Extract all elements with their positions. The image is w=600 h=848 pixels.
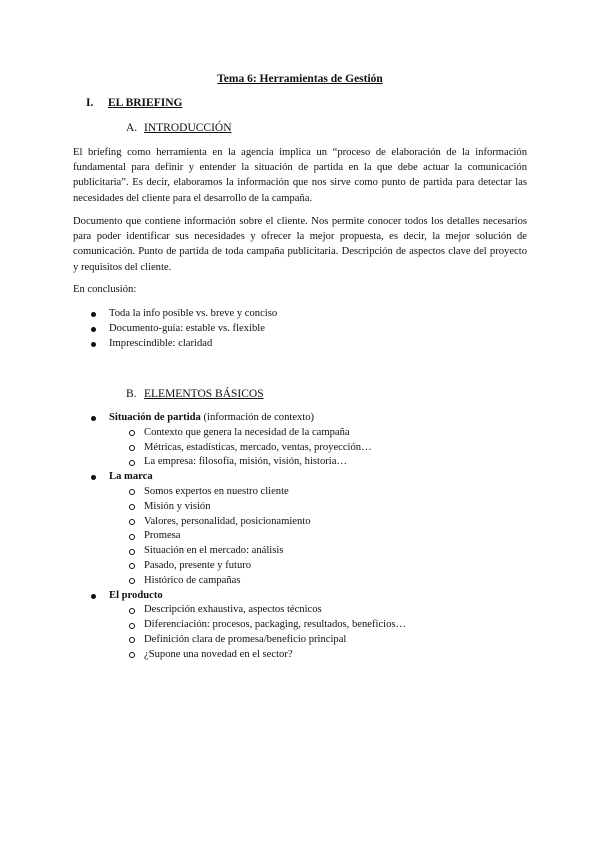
- section-heading: [86, 97, 182, 109]
- sublist-situacion: [109, 426, 600, 470]
- circle-bullet-icon: [129, 504, 135, 510]
- sublist-item: Situación en el mercado: análisis: [109, 544, 600, 559]
- section-title: EL BRIEFING: [108, 97, 183, 109]
- page-title: Tema 6: Herramientas de Gestión: [217, 73, 383, 85]
- bullet-icon: [91, 342, 96, 347]
- circle-bullet-icon: [129, 549, 135, 555]
- circle-bullet-icon: [129, 460, 135, 466]
- sublist-item: Valores, personalidad, posicionamiento: [109, 515, 600, 530]
- subsection-letter-a: A.: [126, 122, 138, 134]
- circle-bullet-icon: [129, 578, 135, 584]
- bullet-icon: [91, 327, 96, 332]
- sublist-item: Somos expertos en nuestro cliente: [109, 485, 600, 500]
- intro-paragraph-2: Documento que contiene información sobre el cliente. Nos permite conocer todos los detalles necesarios para poder identificar sus necesidades y ofrecer la mejor propuesta, es decir, la mejor solución de comunicación. Punto de partida de toda campaña publicitaria. Descripción de aspectos clave del proyecto y requisitos del cliente.: [73, 216, 527, 273]
- section-number: I.: [86, 97, 94, 109]
- intro-paragraph-1: El briefing como herramienta en la agencia implica un “proceso de elaboración de la información fundamental para definir y entender la situación de partida en la que debe actuar la comunicación publicitaria”. Es decir, elaboramos la información que nos sirve como punto de partida para detectar las necesidades del cliente para el desarrollo de la campaña.: [73, 147, 527, 204]
- sublist-producto: [109, 603, 600, 662]
- elements-list: [0, 411, 600, 663]
- bullet-icon: [91, 416, 96, 421]
- circle-bullet-icon: [129, 652, 135, 658]
- subsection-title-b: ELEMENTOS BÁSICOS: [144, 388, 264, 400]
- circle-bullet-icon: [129, 534, 135, 540]
- circle-bullet-icon: [129, 489, 135, 495]
- circle-bullet-icon: [129, 430, 135, 436]
- list-item: Imprescindible: claridad: [0, 337, 600, 352]
- sublist-item: Histórico de campañas: [109, 574, 600, 589]
- subsection-heading-b: [126, 388, 264, 400]
- list-item: Toda la info posible vs. breve y conciso: [0, 307, 600, 322]
- sublist-item: Diferenciación: procesos, packaging, resultados, beneficios…: [109, 618, 600, 633]
- list-item: Documento-guía: estable vs. flexible: [0, 322, 600, 337]
- list-item-marca: La marca Somos expertos en nuestro cliente Misión y visión Valores, personalidad, posicionamiento Promesa Situación en el mercado: análisis Pasado, presente y futuro Histórico de campañas: [0, 470, 600, 588]
- bullet-icon: [91, 312, 96, 317]
- bullet-icon: [91, 594, 96, 599]
- circle-bullet-icon: [129, 608, 135, 614]
- subsection-heading-a: [126, 122, 232, 134]
- sublist-item: Descripción exhaustiva, aspectos técnicos: [109, 603, 600, 618]
- conclusion-label: En conclusión:: [73, 284, 137, 295]
- circle-bullet-icon: [129, 563, 135, 569]
- sublist-item: Pasado, presente y futuro: [109, 559, 600, 574]
- sublist-item: Promesa: [109, 529, 600, 544]
- sublist-item: La empresa: filosofía, misión, visión, historia…: [109, 455, 600, 470]
- circle-bullet-icon: [129, 623, 135, 629]
- sublist-item: Contexto que genera la necesidad de la campaña: [109, 426, 600, 441]
- conclusion-list: [0, 307, 600, 351]
- sublist-item: Métricas, estadísticas, mercado, ventas, proyección…: [109, 441, 600, 456]
- sublist-marca: [109, 485, 600, 589]
- circle-bullet-icon: [129, 637, 135, 643]
- list-item-situacion: Situación de partida (información de contexto) Contexto que genera la necesidad de la campaña Métricas, estadísticas, mercado, ventas, proyección… La empresa: filosofía, misión, visión, historia…: [0, 411, 600, 470]
- sublist-item: ¿Supone una novedad en el sector?: [109, 648, 600, 663]
- subsection-letter-b: B.: [126, 388, 137, 400]
- circle-bullet-icon: [129, 519, 135, 525]
- list-item-producto: El producto Descripción exhaustiva, aspectos técnicos Diferenciación: procesos, packaging, resultados, beneficios… Definición clara de promesa/beneficio principal ¿Supone una novedad en el sector?: [0, 589, 600, 663]
- subsection-title-a: INTRODUCCIÓN: [144, 122, 232, 134]
- circle-bullet-icon: [129, 445, 135, 451]
- sublist-item: Misión y visión: [109, 500, 600, 515]
- sublist-item: Definición clara de promesa/beneficio principal: [109, 633, 600, 648]
- bullet-icon: [91, 475, 96, 480]
